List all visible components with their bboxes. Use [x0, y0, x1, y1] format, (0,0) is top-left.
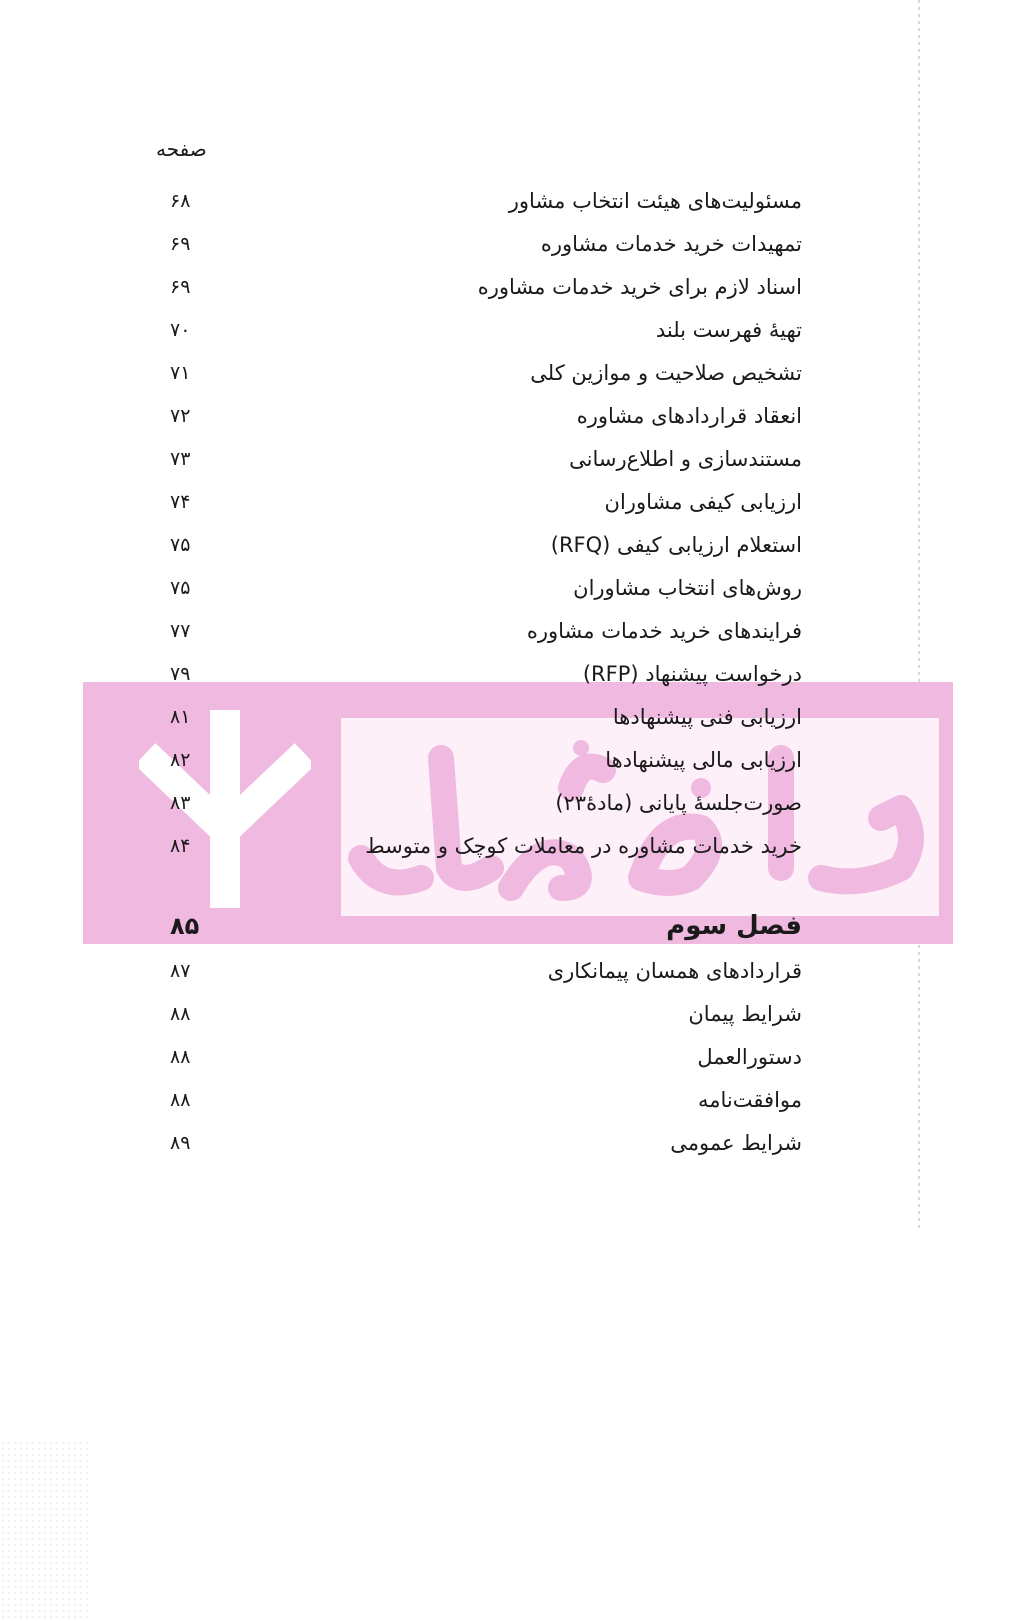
toc-entry-title: قراردادهای همسان پیمانکاری: [547, 959, 802, 983]
toc-entry-page: ۸۹: [170, 1132, 191, 1154]
toc-entry-page: ۷۴: [170, 491, 191, 513]
toc-entry-page: ۷۰: [170, 319, 191, 341]
toc-entry-title: موافقت‌نامه: [698, 1088, 802, 1112]
page-column-header: صفحه: [156, 137, 207, 161]
toc-entry-title: روش‌های انتخاب مشاوران: [573, 576, 802, 600]
toc-entry-title: تهیهٔ فهرست بلند: [655, 318, 802, 342]
toc-entry: [170, 1082, 802, 1118]
toc-entry: [170, 1125, 802, 1161]
toc-entry-page: ۸۷: [170, 960, 191, 982]
toc-entry-title: شرایط پیمان: [688, 1002, 802, 1026]
toc-entry-page: ۶۸: [170, 190, 191, 212]
toc-entry-page: ۷۲: [170, 405, 191, 427]
toc-entry-title: فرایندهای خرید خدمات مشاوره: [526, 619, 802, 643]
toc-entry: [170, 828, 802, 864]
toc-entry-title: ارزیابی فنی پیشنهادها: [612, 705, 802, 729]
chapter-page: ۸۵: [170, 912, 200, 940]
toc-entry: [170, 613, 802, 649]
toc-entry-page: ۸۳: [170, 792, 191, 814]
toc-entry-page: ۷۵: [170, 534, 191, 556]
toc-entry-page: ۷۷: [170, 620, 191, 642]
toc-entry: [170, 656, 802, 692]
toc-entry-page: ۸۸: [170, 1046, 191, 1068]
toc-entry-page: ۷۵: [170, 577, 191, 599]
toc-entry-title: ارزیابی کیفی مشاوران: [604, 490, 802, 514]
toc-entry-page: ۶۹: [170, 233, 191, 255]
toc-entry: [170, 441, 802, 477]
toc-entry: [170, 226, 802, 262]
toc-entry-page: ۷۹: [170, 663, 191, 685]
page-edge-line: [918, 0, 920, 1230]
toc-entry: [170, 953, 802, 989]
toc-entry-title: مسئولیت‌های هیئت انتخاب مشاور: [508, 189, 802, 213]
toc-entry-page: ۸۴: [170, 835, 191, 857]
toc-entry: [170, 269, 802, 305]
toc-entry-page: ۸۱: [170, 706, 191, 728]
toc-entry: [170, 996, 802, 1032]
toc-entry-title: خرید خدمات مشاوره در معاملات کوچک و متوسط: [365, 834, 802, 858]
toc-entry-title: صورت‌جلسهٔ پایانی (مادهٔ۲۳): [555, 791, 802, 815]
toc-entry-title: ارزیابی مالی پیشنهادها: [605, 748, 802, 772]
chapter-heading: [170, 908, 802, 944]
toc-entry-page: ۸۸: [170, 1003, 191, 1025]
toc-entry-title: انعقاد قراردادهای مشاوره: [576, 404, 802, 428]
toc-entry-title: استعلام ارزیابی کیفی (RFQ): [550, 533, 802, 557]
toc-entry: [170, 312, 802, 348]
toc-entry-page: ۷۳: [170, 448, 191, 470]
toc-entry: [170, 355, 802, 391]
toc-entry: [170, 398, 802, 434]
toc-entry-title: مستندسازی و اطلاع‌رسانی: [569, 447, 802, 471]
toc-entry-title: تمهیدات خرید خدمات مشاوره: [540, 232, 802, 256]
toc-entry: [170, 785, 802, 821]
toc-entry-title: درخواست پیشنهاد (RFP): [582, 662, 802, 686]
toc-entry: [170, 699, 802, 735]
toc-entry-page: ۸۸: [170, 1089, 191, 1111]
toc-entry: [170, 183, 802, 219]
toc-entry-title: دستورالعمل: [697, 1045, 802, 1069]
chapter-title: فصل سوم: [666, 911, 802, 941]
scan-speckle: [0, 1440, 90, 1620]
toc-entry: [170, 1039, 802, 1075]
toc-entry: [170, 570, 802, 606]
toc-entry-title: تشخیص صلاحیت و موازین کلی: [530, 361, 802, 385]
toc-entry: [170, 742, 802, 778]
toc-entry-title: شرایط عمومی: [670, 1131, 802, 1155]
toc-entry: [170, 527, 802, 563]
toc-entry-title: اسناد لازم برای خرید خدمات مشاوره: [477, 275, 802, 299]
toc-entry: [170, 484, 802, 520]
toc-entry-page: ۷۱: [170, 362, 191, 384]
toc-entry-page: ۶۹: [170, 276, 191, 298]
toc-entry-page: ۸۲: [170, 749, 191, 771]
